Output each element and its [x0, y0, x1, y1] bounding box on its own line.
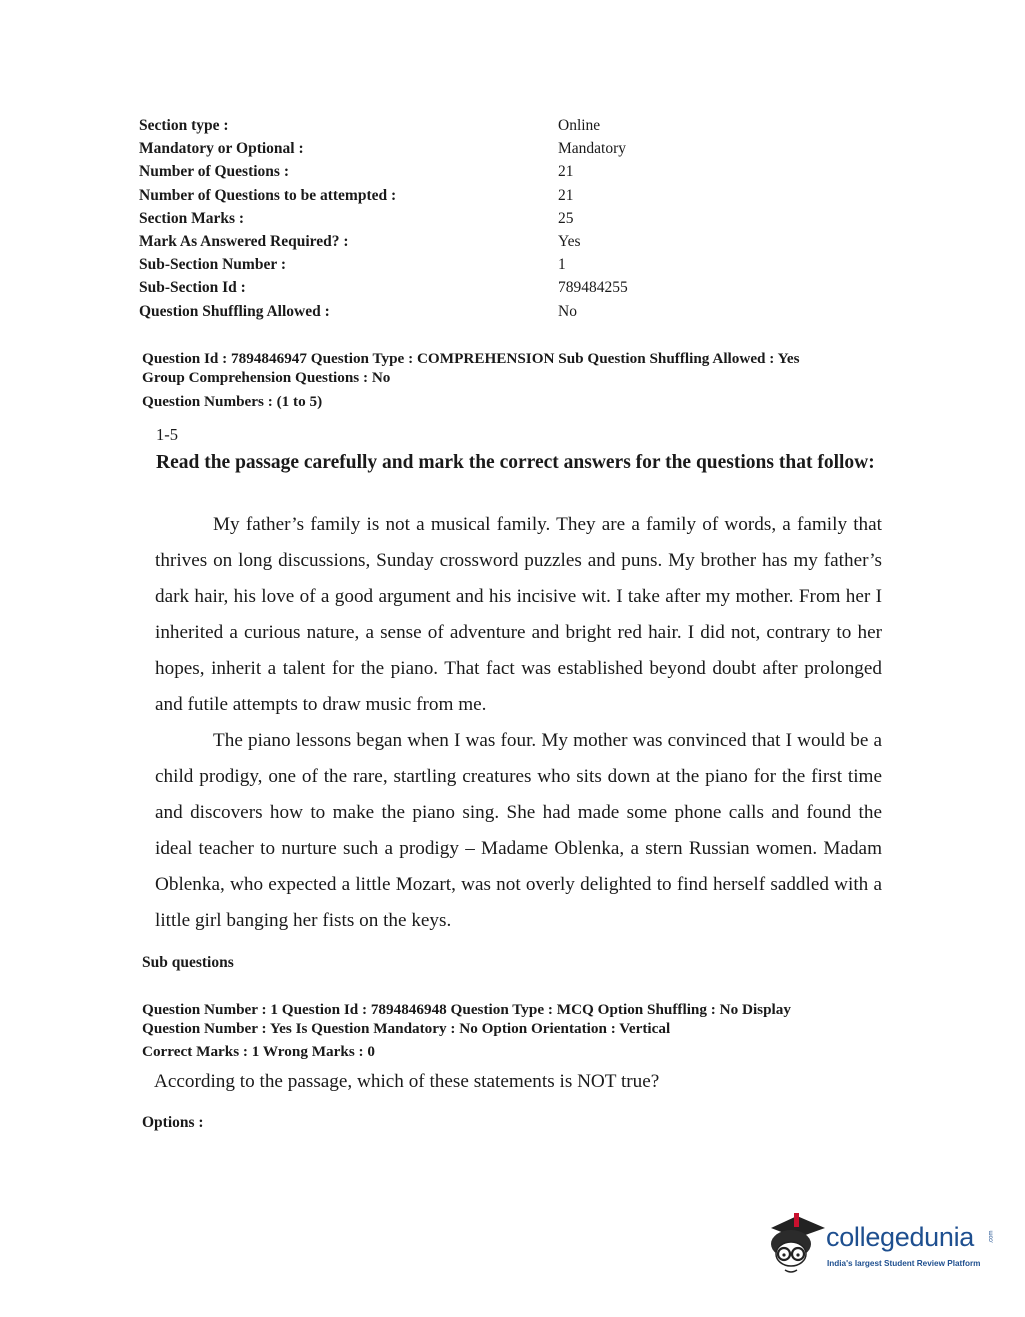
- section-meta-label: Section Marks :: [139, 209, 245, 227]
- section-meta-label: Number of Questions to be attempted :: [139, 186, 397, 204]
- section-meta-value: Yes: [558, 232, 581, 250]
- comprehension-question-numbers: Question Numbers : (1 to 5): [142, 393, 323, 410]
- options-label: Options :: [142, 1114, 204, 1131]
- logo-domain-suffix: .com: [988, 1230, 995, 1244]
- section-meta-label: Number of Questions :: [139, 163, 289, 181]
- section-meta-row: [139, 160, 699, 183]
- question1-header-line1: Question Number : 1 Question Id : 7894846948 Question Type : MCQ Option Shuffling : No Display: [142, 1001, 791, 1018]
- section-meta-value: No: [558, 302, 577, 320]
- section-meta-label: Mark As Answered Required? :: [139, 232, 349, 250]
- passage-paragraph-2-text: The piano lessons began when I was four. My mother was convinced that I would be a child prodigy, one of the rare, startling creatures who sits down at the piano for the first time and discovers how to make the piano sing. She had made some phone calls and found the ideal teacher to nurture such a prodigy – Madame Oblenka, a stern Russian women. Madam Oblenka, who expected a little Mozart, was not overly delighted to find herself saddled with a little girl banging her fists on the keys.: [155, 730, 882, 931]
- section-meta-label: Sub-Section Number :: [139, 256, 286, 274]
- section-meta-row: [139, 207, 699, 230]
- section-meta-table: [139, 114, 699, 323]
- section-meta-row: [139, 184, 699, 207]
- question1-text: According to the passage, which of these statements is NOT true?: [154, 1071, 660, 1092]
- section-meta-label: Mandatory or Optional :: [139, 140, 304, 158]
- question1-marks: Correct Marks : 1 Wrong Marks : 0: [142, 1043, 375, 1060]
- sub-questions-title: Sub questions: [142, 954, 234, 971]
- section-meta-label: Question Shuffling Allowed :: [139, 302, 330, 320]
- section-meta-row: [139, 253, 699, 276]
- section-meta-label: Section type :: [139, 117, 229, 134]
- passage-paragraph-1: [155, 507, 882, 723]
- question-range: 1-5: [156, 425, 178, 444]
- comprehension-header-line1: Question Id : 7894846947 Question Type : COMPREHENSION Sub Question Shuffling Allowed : Yes: [142, 350, 800, 367]
- section-meta-value: Mandatory: [558, 140, 627, 158]
- section-meta-value: 789484255: [558, 279, 628, 297]
- passage-paragraph-1-text: My father’s family is not a musical family. They are a family of words, a family that thrives on long discussions, Sunday crossword puzzles and puns. My brother has my father’s dark hair, his love of a good argument and his incisive wit. I take after my mother. From her I inherited a curious nature, a sense of adventure and bright red hair. I did not, contrary to her hopes, inherit a talent for the piano. That fact was established beyond doubt after prolonged and futile attempts to draw music from me.: [155, 514, 882, 715]
- section-meta-row: [139, 114, 699, 137]
- logo-tagline: India's largest Student Review Platform: [827, 1259, 981, 1268]
- graduate-mascot-icon: [767, 1210, 827, 1280]
- logo-wordmark: collegedunia: [826, 1222, 975, 1252]
- section-meta-value: 21: [558, 163, 574, 181]
- section-meta-value: 25: [558, 209, 574, 227]
- section-meta-row: [139, 230, 699, 253]
- section-meta-value: 21: [558, 186, 574, 204]
- passage-instruction: Read the passage carefully and mark the correct answers for the questions that follow:: [156, 452, 875, 473]
- section-meta-value: 1: [558, 256, 566, 274]
- section-meta-value: Online: [558, 117, 601, 134]
- question1-header-line2: Question Number : Yes Is Question Mandatory : No Option Orientation : Vertical: [142, 1020, 671, 1037]
- collegedunia-logo: [767, 1210, 997, 1280]
- section-meta-label: Sub-Section Id :: [139, 279, 246, 297]
- passage-paragraph-2: [155, 723, 882, 939]
- section-meta-row: [139, 137, 699, 160]
- section-meta-row: [139, 276, 699, 299]
- comprehension-header-line2: Group Comprehension Questions : No: [142, 369, 391, 386]
- section-meta-row: [139, 300, 699, 323]
